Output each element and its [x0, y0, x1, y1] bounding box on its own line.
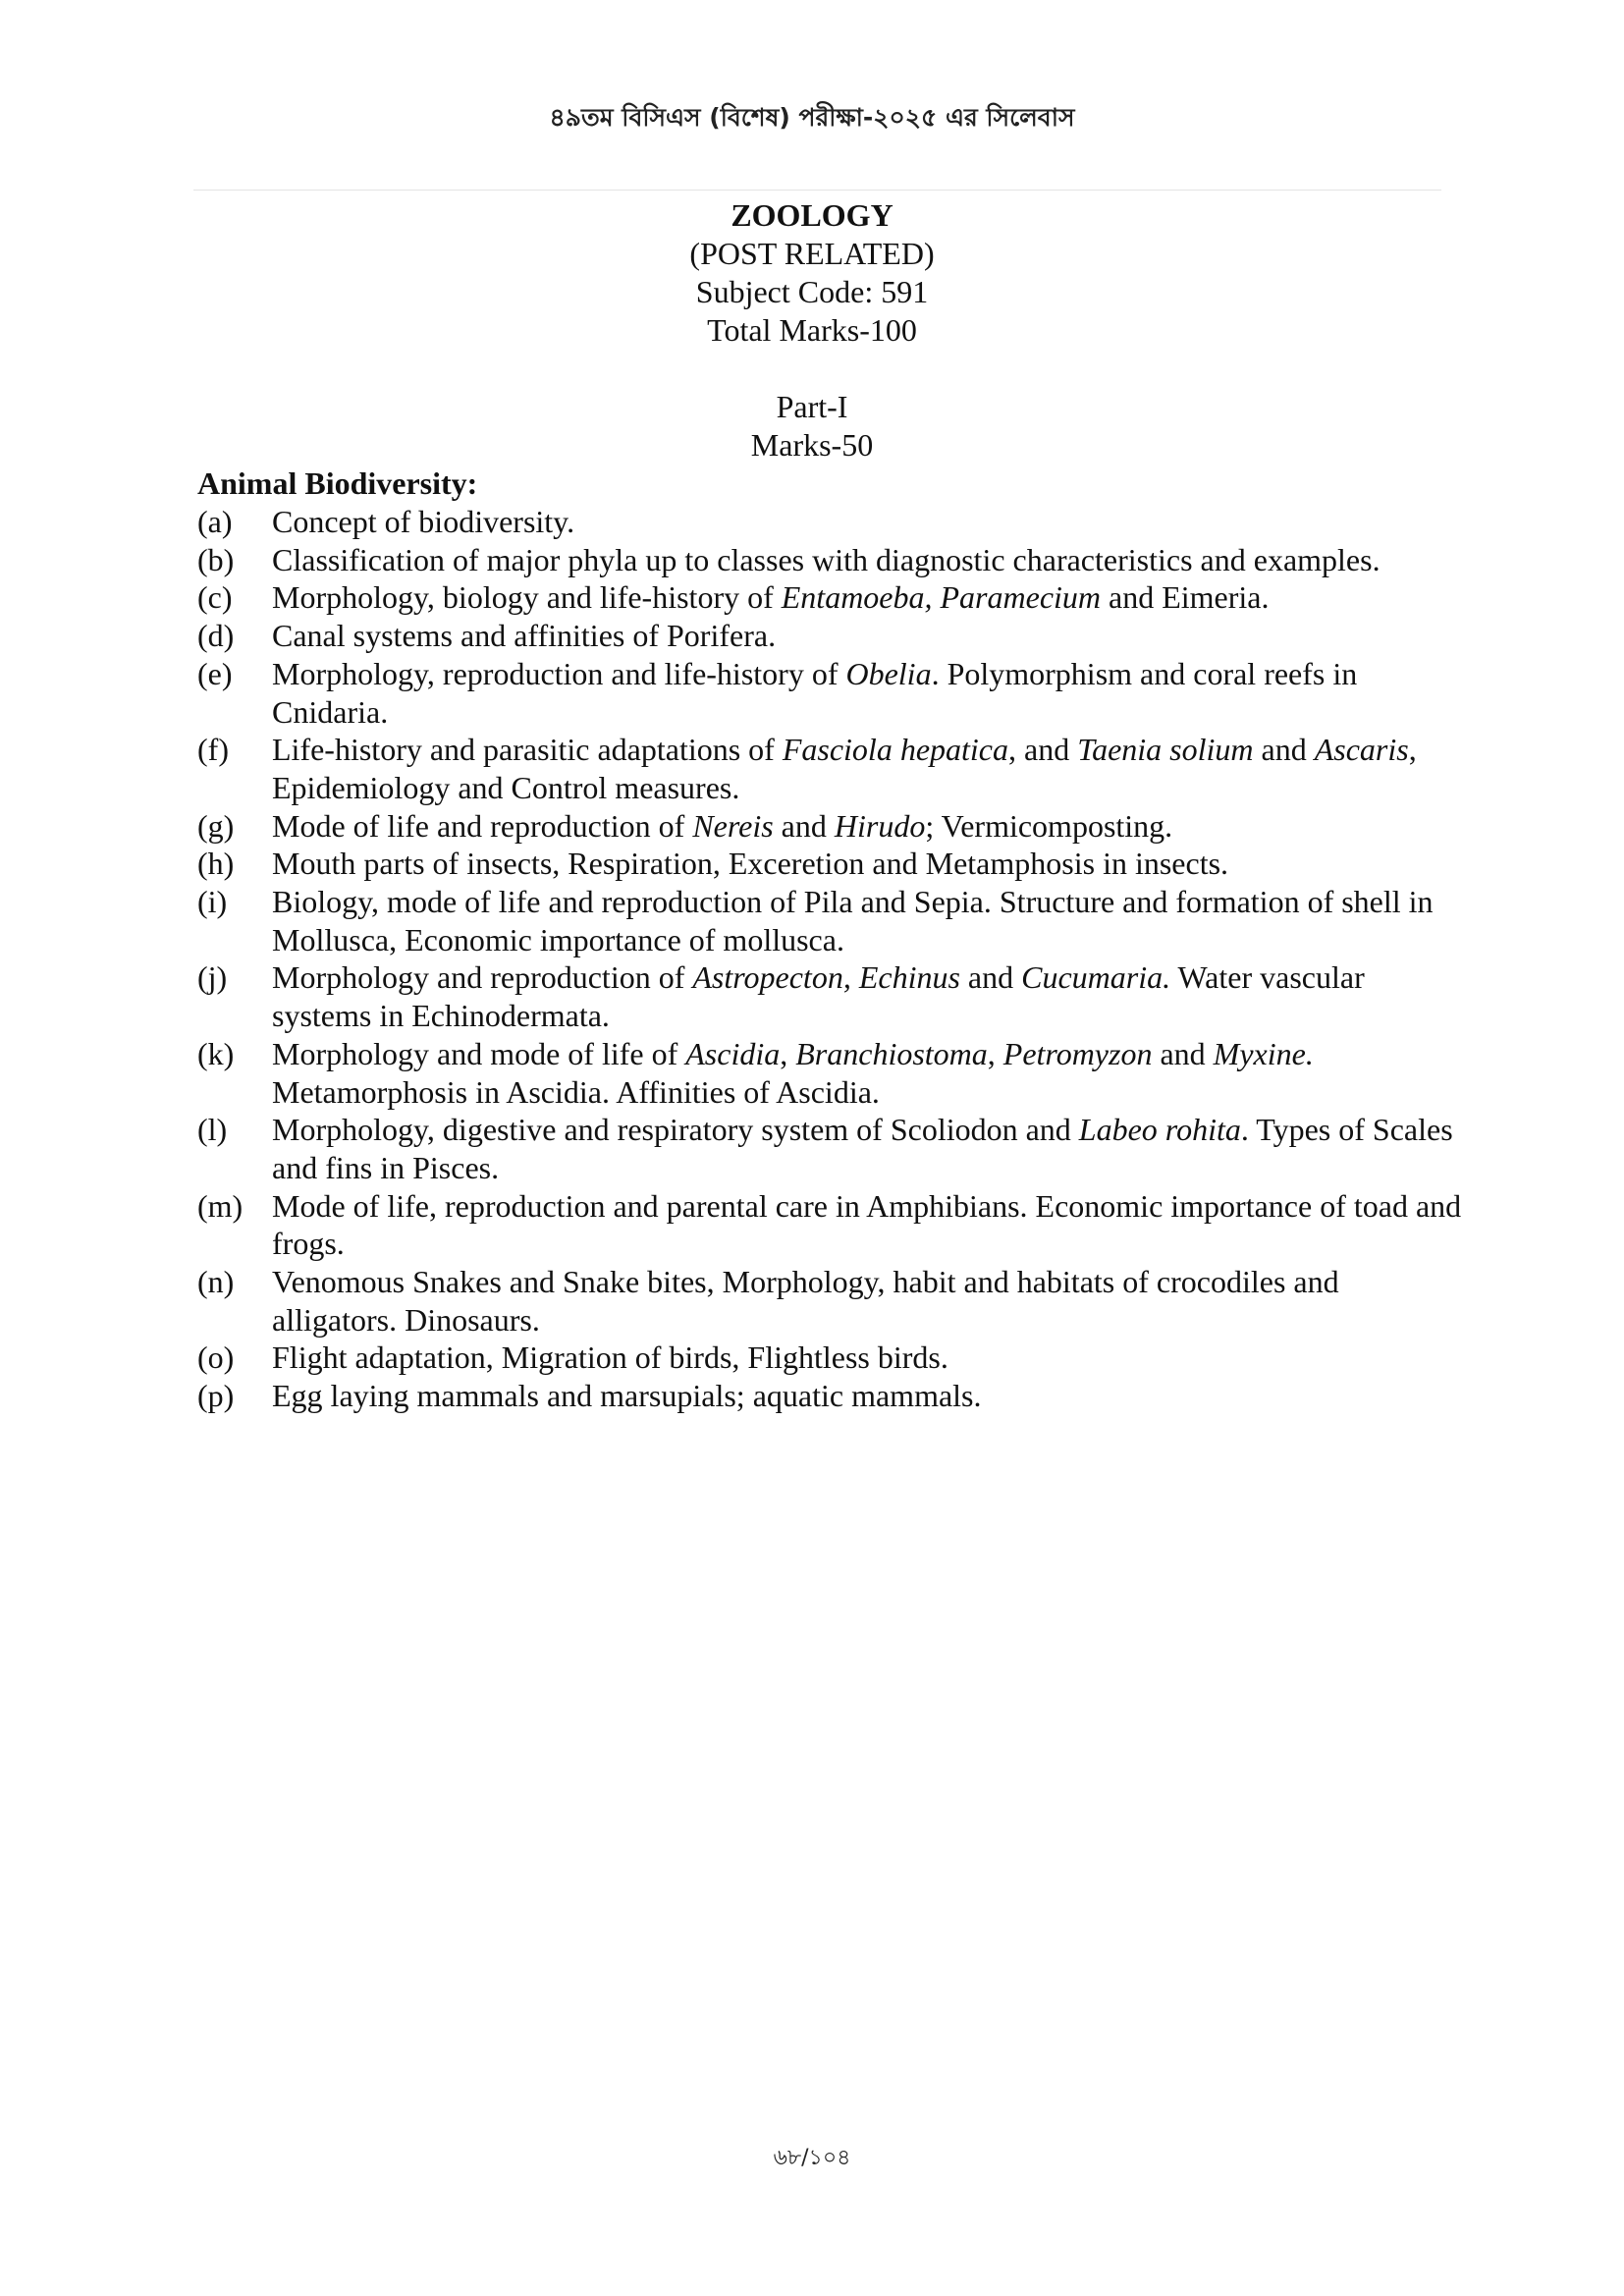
topic-text: [272, 1035, 1464, 1111]
topic-marker: (d): [197, 618, 235, 654]
topic-text-segment: Water vascular systems in Echinodermata.: [272, 959, 1365, 1034]
topic-text-segment: Biology, mode of life and reproduction of Pila and Sepia. Structure and formation of shell in Mollusca, Economic importance of mollusca.: [272, 884, 1434, 957]
topic-text: [272, 617, 1464, 655]
part-label: Part-I: [776, 389, 848, 424]
topic-text: [272, 845, 1464, 883]
topic-italic-term: Ascidia: [685, 1035, 781, 1071]
topic-text-segment: Canal systems and affinities of Porifera.: [272, 618, 777, 654]
topic-item: [197, 731, 1464, 806]
topic-text-segment: Morphology, digestive and respiratory system of Scoliodon and: [272, 1112, 1079, 1148]
topic-text-segment: Venomous Snakes and Snake bites, Morphology, habit and habitats of crocodiles and alligators. Dinosaurs.: [272, 1264, 1339, 1338]
topic-item: [197, 1035, 1464, 1111]
topic-italic-term: Ascaris: [1314, 732, 1409, 768]
topic-text-segment: ,: [780, 1035, 796, 1071]
topic-text-segment: and: [1253, 732, 1315, 768]
topic-text-segment: Morphology, biology and life-history of: [272, 579, 782, 616]
topic-item: [197, 655, 1464, 731]
topic-marker: (j): [197, 959, 228, 996]
topic-item: [197, 1187, 1464, 1263]
topic-text: [272, 1187, 1464, 1263]
topic-text-segment: , Epidemiology and Control measures.: [272, 732, 1417, 805]
topic-text-segment: Morphology and mode of life of: [272, 1035, 686, 1071]
topic-text-segment: and Eimeria.: [1101, 579, 1270, 616]
topic-marker: (c): [197, 579, 233, 616]
topic-text: [272, 578, 1464, 617]
topic-text-segment: Classification of major phyla up to classes with diagnostic characteristics and examples.: [272, 541, 1380, 577]
topic-marker: (l): [197, 1112, 228, 1148]
topic-text-segment: Flight adaptation, Migration of birds, Flightless birds.: [272, 1339, 948, 1376]
topic-marker: (f): [197, 732, 229, 768]
topic-text-segment: . Polymorphism and coral reefs in Cnidaria.: [272, 655, 1358, 730]
topic-italic-term: Branchiostoma: [795, 1035, 988, 1071]
topic-marker: (b): [197, 541, 235, 577]
topic-item: [197, 807, 1464, 846]
topic-item: [197, 958, 1464, 1034]
topic-item: [197, 541, 1464, 579]
topic-italic-term: Obelia: [845, 655, 932, 691]
topic-marker: (n): [197, 1264, 235, 1300]
topic-text-segment: . Types of Scales and fins in Pisces.: [272, 1112, 1453, 1185]
topic-text: [272, 503, 1464, 541]
topic-item: [197, 503, 1464, 541]
topic-text-segment: Metamorphosis in Ascidia. Affinities of Ascidia.: [272, 1073, 880, 1110]
topic-text-segment: Morphology, reproduction and life-history of: [272, 655, 846, 691]
topic-item: [197, 578, 1464, 617]
topic-italic-term: Nereis: [692, 807, 774, 844]
topic-item: [197, 845, 1464, 883]
topic-text-segment: and: [959, 959, 1022, 996]
topic-text-segment: ; Vermicomposting.: [925, 807, 1173, 844]
topic-text: [272, 655, 1464, 731]
topic-text: [272, 1377, 1464, 1415]
topic-marker: (m): [197, 1187, 244, 1224]
topic-text: [272, 1339, 1464, 1377]
topic-text-segment: Mode of life, reproduction and parental care in Amphibians. Economic importance of toad and frogs.: [272, 1187, 1462, 1262]
topic-text: [272, 807, 1464, 846]
page-number: ৬৮/১০৪: [773, 2146, 851, 2170]
subject-category: (POST RELATED): [689, 236, 935, 271]
topic-italic-term: Petromyzon: [1002, 1035, 1153, 1071]
section-heading: Animal Biodiversity:: [197, 465, 478, 501]
title-spacer: [0, 350, 1624, 388]
topic-item: [197, 1263, 1464, 1339]
topic-text: [272, 1111, 1464, 1186]
topic-italic-term: Taenia solium: [1077, 732, 1254, 768]
subject-code: Subject Code: 591: [695, 274, 929, 309]
running-header: ৪৯তম বিসিএস (বিশেষ) পরীক্ষা-২০২৫ এর সিলেবাস: [549, 103, 1075, 132]
topic-list: [197, 503, 1464, 1415]
topic-item: [197, 883, 1464, 958]
topic-text-segment: Egg laying mammals and marsupials; aquatic mammals.: [272, 1378, 982, 1414]
topic-text: [272, 731, 1464, 806]
topic-text-segment: Life-history and parasitic adaptations of: [272, 732, 783, 768]
topic-text-segment: and: [1152, 1035, 1214, 1071]
topic-item: [197, 617, 1464, 655]
topic-italic-term: Labeo rohita: [1078, 1112, 1241, 1148]
header-divider: [193, 190, 1441, 191]
topic-text-segment: ,: [987, 1035, 1003, 1071]
part-marks: Marks-50: [750, 427, 874, 463]
subject-title: ZOOLOGY: [731, 197, 893, 233]
topic-marker: (p): [197, 1378, 235, 1414]
topic-text-segment: and: [773, 807, 835, 844]
topic-italic-term: Cucumaria.: [1021, 959, 1171, 996]
topic-item: [197, 1377, 1464, 1415]
topic-item: [197, 1111, 1464, 1186]
topic-text-segment: Mouth parts of insects, Respiration, Exceretion and Metamphosis in insects.: [272, 846, 1229, 882]
topic-marker: (o): [197, 1339, 235, 1376]
topic-italic-term: Astropecton, Echinus: [692, 959, 960, 996]
topic-text: [272, 958, 1464, 1034]
topic-text-segment: Concept of biodiversity.: [272, 504, 575, 539]
topic-italic-term: Entamoeba, Paramecium: [781, 579, 1102, 616]
total-marks: Total Marks-100: [707, 312, 917, 348]
topic-marker: (e): [197, 655, 233, 691]
topic-italic-term: Myxine.: [1213, 1035, 1314, 1071]
topic-text-segment: , and: [1008, 732, 1078, 768]
topic-italic-term: Hirudo: [834, 807, 926, 844]
topic-marker: (a): [197, 504, 233, 539]
topic-text: [272, 883, 1464, 958]
topic-marker: (g): [197, 807, 235, 844]
topic-italic-term: Fasciola hepatica: [782, 732, 1008, 768]
topic-text: [272, 541, 1464, 579]
topic-text: [272, 1263, 1464, 1339]
topic-item: [197, 1339, 1464, 1377]
topic-text-segment: Mode of life and reproduction of: [272, 807, 693, 844]
title-block: [0, 196, 1624, 465]
topic-marker: (k): [197, 1035, 235, 1071]
topic-marker: (i): [197, 884, 228, 920]
topic-marker: (h): [197, 846, 235, 882]
topic-text-segment: Morphology and reproduction of: [272, 959, 693, 996]
